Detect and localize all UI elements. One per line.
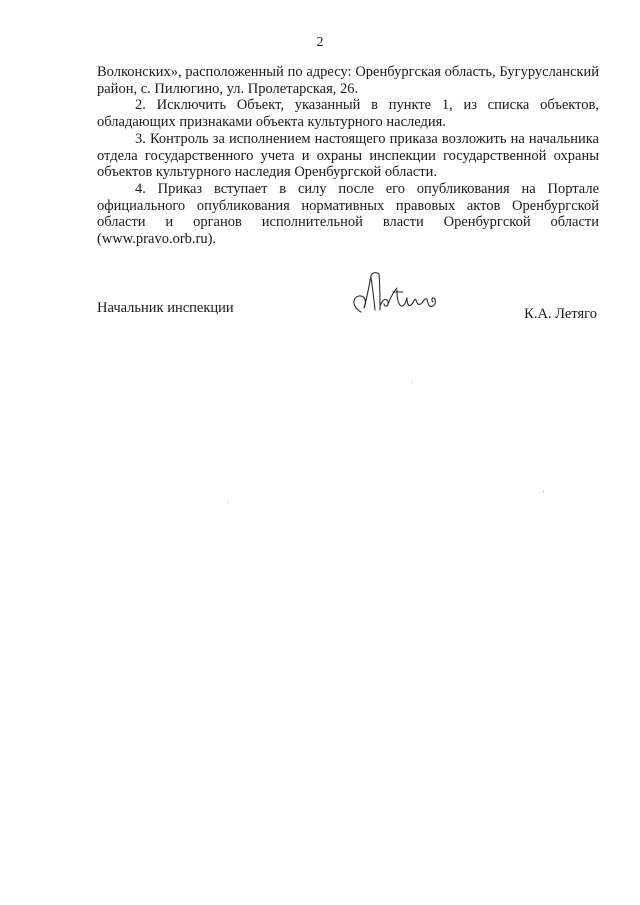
handwritten-signature xyxy=(347,268,447,318)
scan-speck xyxy=(543,491,544,492)
signature-block xyxy=(97,300,599,330)
paragraph-item-4: 4. Приказ вступает в силу после его опубликования на Портале официального опубликования нормативных правовых актов Оренбургской области и органов исполнительной власти Оренбургской области (www.pravo.orb.ru). xyxy=(97,180,599,248)
signatory-title: Начальник инспекции xyxy=(97,300,234,316)
scan-speck xyxy=(228,502,229,503)
paragraph-continuation: Волконских», расположенный по адресу: Оренбургская область, Бугурусланский район, с. Пилюгино, ул. Пролетарская, 26. xyxy=(97,64,599,97)
scan-speck xyxy=(412,382,413,383)
paragraph-item-3: 3. Контроль за исполнением настоящего приказа возложить на начальника отдела государственного учета и охраны инспекции государственной охраны объектов культурного наследия Оренбургской области. xyxy=(97,130,599,181)
document-body xyxy=(97,64,599,248)
signatory-name: К.А. Летяго xyxy=(524,306,597,322)
page-number: 2 xyxy=(316,35,324,50)
paragraph-item-2: 2. Исключить Объект, указанный в пункте 1, из списка объектов, обладающих признаками объекта культурного наследия. xyxy=(97,97,599,131)
